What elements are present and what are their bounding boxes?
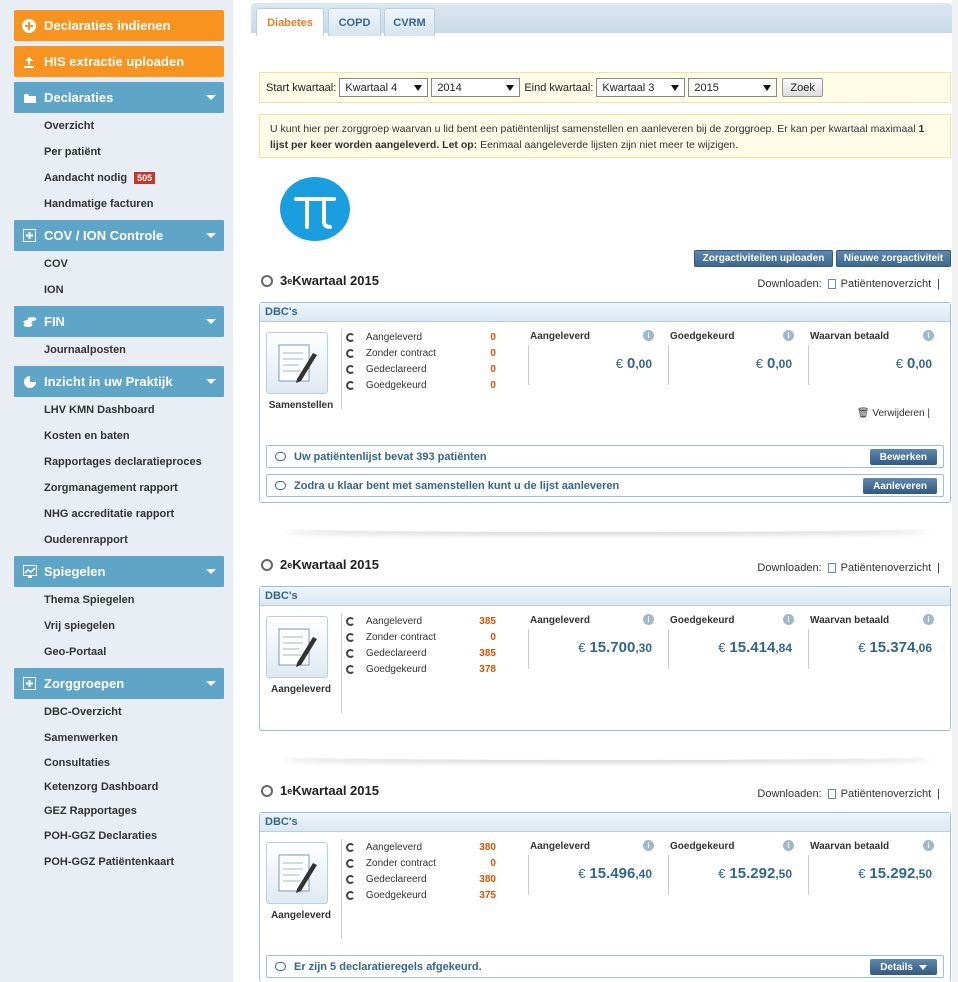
stat-label: Gedeclareerd [365,363,427,375]
notice-text-2: Eenmaal aangeleverde lijsten zijn niet meer te wijzigen. [477,139,739,151]
stat-row [346,661,496,677]
sidebar-item-label: ION [44,284,64,296]
message-text: Uw patiëntenlijst bevat 393 patiënten [294,450,487,463]
refresh-icon [346,859,355,868]
tab-label: COPD [338,16,371,29]
amount-box [808,839,936,895]
document-icon [828,563,836,573]
zorggroep-logo [279,176,351,242]
amount-decimal: ,50 [915,867,932,881]
sidebar-item-label: Thema Spiegelen [44,594,135,606]
amount-value [718,865,792,882]
divider: | [937,278,940,290]
stat-value: 385 [479,647,496,659]
info-icon[interactable]: i [643,840,654,851]
amount-box [808,613,936,669]
stat-row [346,329,496,345]
notepad-pen-icon[interactable] [266,332,328,394]
download-bar [757,562,940,574]
amount-label: Aangeleverd [530,331,591,342]
chevron-down-icon [763,85,771,91]
sidebar-section-inzicht[interactable] [14,366,224,397]
sidebar-item-label: POH-GGZ Declaraties [44,830,158,842]
amount-integer: 15.700 [589,639,636,656]
dbc-panel [259,586,951,731]
currency-symbol: € [755,356,763,371]
stat-row [346,345,496,361]
download-label: Downloaden: [757,788,822,800]
tab-diabetes[interactable] [256,8,324,36]
sidebar-item-per-patient[interactable] [14,139,224,165]
sidebar-item-label: Handmatige facturen [44,198,154,210]
sidebar-item-label: Geo-Portaal [44,646,107,658]
sidebar-item-aandacht-nodig[interactable] [14,165,224,191]
sidebar-item-label: Vrij spiegelen [44,620,115,632]
amount-decimal: ,00 [915,357,932,371]
his-extractie-uploaden-label: HIS extractie uploaden [44,54,185,69]
clock-icon [261,275,273,287]
sidebar-item-label: Kosten en baten [44,430,130,442]
section-title: Zorggroepen [44,676,125,691]
stat-label: Goedgekeurd [365,379,427,391]
sidebar-item-kosten-en-baten[interactable] [14,423,224,449]
chevron-down-icon [206,95,216,100]
sidebar-item-lhv-kmn-dashboard[interactable] [14,397,224,423]
download-label: Downloaden: [757,562,822,574]
currency-symbol: € [718,866,726,881]
sidebar-item-ketenzorg-dashboard[interactable] [14,775,224,799]
amount-label: Waarvan betaald [810,331,890,342]
pie-chart-icon [22,374,37,389]
sidebar-item-label: Per patiënt [44,146,101,158]
divider [808,345,818,385]
select-value: Kwartaal 3 [602,81,655,94]
amount-value [756,355,792,372]
divider [668,629,678,669]
section-title: Declaraties [44,90,114,105]
notice-bold: 1 lijst per keer worden aangeleverd. [270,123,925,151]
currency-symbol: € [578,640,586,655]
quarter-title: Kwartaal 2015 [292,783,379,798]
icon-label: Samenstellen [268,400,334,411]
sidebar-item-thema-spiegelen[interactable] [14,587,224,613]
icon-label: Aangeleverd [270,910,332,921]
stat-label: Zonder contract [365,347,436,359]
amount-box [668,839,796,895]
sidebar-item-overzicht[interactable] [14,113,224,139]
count-badge: 505 [134,172,155,184]
sidebar-item-label: Ketenzorg Dashboard [44,781,159,793]
amount-value [578,865,652,882]
quarter-number: 1 [280,783,288,798]
tab-bar [251,3,952,33]
quarter-number: 3 [280,273,288,288]
sidebar-item-zorgmanagement-rapport[interactable] [14,475,224,501]
amount-value [718,639,792,656]
patientenoverzicht-link[interactable]: Patiëntenoverzicht [840,278,932,290]
stat-row [346,629,496,645]
submit-message [266,474,944,497]
search-button[interactable]: Zoek [782,78,822,97]
sidebar-item-journaalposten[interactable] [14,337,224,363]
clock-icon [261,559,273,571]
amount-integer: 15.292 [729,865,776,882]
main-content [251,0,958,982]
sidebar-section-cov-ion[interactable] [14,220,224,251]
start-kwartaal-label: Start kwartaal: [266,81,337,94]
amount-label: Aangeleverd [530,615,591,626]
dbc-panel [259,812,951,982]
stat-row [346,887,496,903]
trash-icon: 🗑 [856,408,870,419]
sidebar-item-poh-ggz-declaraties[interactable] [14,823,224,849]
section-title: Inzicht in uw Praktijk [44,374,173,389]
sidebar-item-label: NHG accreditatie rapport [44,508,175,520]
sidebar-item-gez-rapportages[interactable] [14,799,224,823]
amount-decimal: ,50 [775,867,792,881]
divider [341,613,342,713]
amount-decimal: ,30 [635,641,652,655]
sidebar-item-label: Consultaties [44,757,111,769]
delete-link[interactable]: 🗑 Verwijderen | [856,408,930,419]
info-icon[interactable]: i [923,840,934,851]
stat-label: Gedeclareerd [365,873,427,885]
sidebar-item-rapportages-declaratieproces[interactable] [14,449,224,475]
refresh-icon [346,333,355,342]
amount-label: Goedgekeurd [670,841,735,852]
sidebar-item-ouderenrapport[interactable] [14,527,224,553]
stat-row [346,855,496,871]
sidebar-item-label: Overzicht [44,120,95,132]
select-value: Kwartaal 4 [345,81,398,94]
refresh-icon [346,665,355,674]
sidebar-item-label: GEZ Rapportages [44,805,137,817]
sidebar-section-spiegelen[interactable] [14,556,224,587]
sidebar-item-label: Ouderenrapport [44,534,128,546]
section-title: COV / ION Controle [44,228,164,243]
sidebar-item-label: Aandacht nodig [44,172,128,184]
amount-label: Waarvan betaald [810,615,890,626]
speech-bubble-icon [275,962,286,971]
refresh-icon [346,843,355,852]
sidebar-item-label: Samenwerken [44,732,118,744]
stat-label: Aangeleverd [365,841,423,853]
stat-label: Gedeclareerd [365,647,427,659]
plus-square-icon [22,228,37,243]
quarter-title: Kwartaal 2015 [292,557,379,572]
tab-label: Diabetes [267,16,313,29]
refresh-icon [346,349,355,358]
patient-list-message [266,445,944,468]
chevron-down-icon [671,85,679,91]
currency-symbol: € [895,356,903,371]
sidebar-item-consultaties[interactable] [14,751,224,775]
scrollbar[interactable] [952,0,958,982]
sidebar-item-poh-ggz-patientenkaart[interactable] [14,849,224,875]
stat-row [346,613,496,629]
amount-integer: 15.292 [869,865,916,882]
notepad-pen-icon[interactable] [266,842,328,904]
amount-integer: 0 [906,355,916,372]
stat-row [346,839,496,855]
speech-bubble-icon [275,452,286,461]
select-value: 2015 [694,81,719,94]
patientenoverzicht-link[interactable]: Patiëntenoverzicht [840,788,932,800]
refresh-icon [346,891,355,900]
stat-value: 0 [490,631,496,643]
stat-row [346,361,496,377]
stat-value: 378 [479,663,496,675]
download-label: Downloaden: [757,278,822,290]
amount-integer: 0 [626,355,636,372]
stat-value: 0 [490,857,496,869]
currency-symbol: € [718,640,726,655]
quarter-heading [261,783,379,798]
info-icon[interactable]: i [783,330,794,341]
chevron-down-icon [414,85,422,91]
quarter-superscript: e [287,275,293,286]
sidebar-item-label: Journaalposten [44,344,126,356]
amount-box [668,329,796,385]
sidebar [0,0,233,982]
currency-symbol: € [578,866,586,881]
amount-integer: 15.374 [869,639,916,656]
upload-icon [22,55,36,69]
plus-square-icon [22,676,37,691]
icon-label: Aangeleverd [270,684,332,695]
notepad-pen-icon[interactable] [266,616,328,678]
info-notice [259,114,951,158]
plus-circle-icon [22,19,36,33]
chevron-down-icon [206,681,216,686]
divider [668,855,678,895]
refresh-icon [346,617,355,626]
sidebar-item-handmatige-facturen[interactable] [14,191,224,217]
info-icon[interactable]: i [643,330,654,341]
amount-integer: 0 [766,355,776,372]
sidebar-item-samenwerken[interactable] [14,725,224,751]
amount-integer: 15.414 [729,639,776,656]
currency-symbol: € [858,640,866,655]
section-divider [281,524,931,532]
details-label: Details [880,961,913,973]
refresh-icon [346,365,355,374]
amount-label: Goedgekeurd [670,331,735,342]
divider: | [937,788,940,800]
tab-label: CVRM [393,16,426,29]
quarter-number: 2 [280,557,288,572]
notice-let-op: Let op: [439,139,478,151]
divider [808,855,818,895]
amount-decimal: ,00 [775,357,792,371]
divider [528,629,538,669]
stat-row [346,645,496,661]
amount-box [528,329,656,385]
stat-label: Goedgekeurd [365,663,427,675]
sidebar-item-label: COV [44,258,68,270]
panel-title: DBC's [260,587,950,606]
amount-decimal: ,00 [635,357,652,371]
amount-value [896,355,932,372]
filter-bar [259,72,951,103]
stat-label: Aangeleverd [365,331,423,343]
quarter-heading [261,273,379,288]
amount-label: Goedgekeurd [670,615,735,626]
dbc-panel [259,302,951,503]
document-icon [828,279,836,289]
amount-label: Aangeleverd [530,841,591,852]
section-title: Spiegelen [44,564,106,579]
divider [668,345,678,385]
speech-bubble-icon [275,481,286,490]
zorgactiviteiten-uploaden-button[interactable]: Zorgactiviteiten uploaden [694,250,833,267]
start-quarter-select[interactable] [339,78,428,97]
amount-decimal: ,84 [775,641,792,655]
sidebar-item-vrij-spiegelen[interactable] [14,613,224,639]
stat-value: 385 [479,615,496,627]
message-text: Er zijn 5 declaratieregels afgekeurd. [294,960,482,973]
stat-value: 380 [479,841,496,853]
currency-symbol: € [615,356,623,371]
amount-value [858,865,932,882]
quarter-superscript: e [287,785,293,796]
stat-value: 0 [490,379,496,391]
info-icon[interactable]: i [923,614,934,625]
download-bar [757,278,940,290]
info-icon[interactable]: i [923,330,934,341]
chevron-down-icon [206,379,216,384]
stat-label: Zonder contract [365,857,436,869]
refresh-icon [346,381,355,390]
divider [528,345,538,385]
quarter-superscript: e [287,559,293,570]
sidebar-item-geo-portaal[interactable] [14,639,224,665]
divider [808,629,818,669]
end-year-select[interactable] [688,78,777,97]
chevron-down-icon [919,965,927,970]
refresh-icon [346,875,355,884]
amount-decimal: ,40 [635,867,652,881]
coins-icon [22,314,37,329]
his-extractie-uploaden-button[interactable] [14,46,224,77]
start-year-select[interactable] [431,78,520,97]
clock-icon [261,785,273,797]
chevron-down-icon [506,85,514,91]
divider [341,839,342,939]
divider [528,855,538,895]
sidebar-section-zorggroepen[interactable] [14,668,224,699]
end-quarter-select[interactable] [596,78,685,97]
tab-copd[interactable] [328,8,381,36]
currency-symbol: € [858,866,866,881]
amount-box [808,329,936,385]
stat-row [346,871,496,887]
chevron-down-icon [206,319,216,324]
stat-label: Aangeleverd [365,615,423,627]
nieuwe-zorgactiviteit-button[interactable]: Nieuwe zorgactiviteit [836,250,951,267]
sidebar-item-nhg-accreditatie-rapport[interactable] [14,501,224,527]
sidebar-item-ion[interactable] [14,277,224,303]
stat-value: 0 [490,347,496,359]
amount-box [528,613,656,669]
amount-value [858,639,932,656]
sidebar-item-label: Zorgmanagement rapport [44,482,178,494]
message-text: Zodra u klaar bent met samenstellen kunt u de lijst aanleveren [294,479,620,492]
notice-text: U kunt hier per zorggroep waarvan u lid bent een patiëntenlijst samenstellen en aanleveren bij de zorggroep. Er kan per kwartaal maximaal [270,123,919,135]
info-icon[interactable]: i [643,614,654,625]
stat-value: 380 [479,873,496,885]
divider [341,329,342,409]
info-icon[interactable]: i [783,614,794,625]
section-title: FIN [44,314,65,329]
panel-title: DBC's [260,303,950,322]
sidebar-section-declaraties[interactable] [14,82,224,113]
declaraties-indienen-button[interactable] [14,10,224,41]
amount-decimal: ,06 [915,641,932,655]
amount-label: Waarvan betaald [810,841,890,852]
rejected-lines-message [266,955,944,978]
panel-title: DBC's [260,813,950,832]
details-button[interactable] [870,959,937,975]
info-icon[interactable]: i [783,840,794,851]
delete-label: Verwijderen [872,408,925,419]
eind-kwartaal-label: Eind kwartaal: [524,81,594,94]
chevron-down-icon [206,569,216,574]
select-value: 2014 [437,81,462,94]
amount-box [668,613,796,669]
amount-box [528,839,656,895]
quarter-title: Kwartaal 2015 [292,273,379,288]
aanleveren-button[interactable]: Aanleveren [863,478,937,494]
sidebar-item-label: POH-GGZ Patiëntenkaart [44,856,175,868]
stat-value: 0 [490,331,496,343]
pi-logo-icon [280,177,350,241]
sidebar-item-label: Rapportages declaratieproces [44,456,202,468]
divider: | [937,562,940,574]
bewerken-button[interactable]: Bewerken [870,449,937,465]
refresh-icon [346,633,355,642]
sidebar-item-cov[interactable] [14,251,224,277]
tab-cvrm[interactable] [384,8,435,36]
amount-value [616,355,652,372]
stat-value: 375 [479,889,496,901]
sidebar-section-fin[interactable] [14,306,224,337]
chart-icon [22,564,37,579]
download-bar [757,788,940,800]
sidebar-item-label: LHV KMN Dashboard [44,404,155,416]
refresh-icon [346,649,355,658]
stat-row [346,377,496,393]
stat-label: Zonder contract [365,631,436,643]
amount-value [578,639,652,656]
folder-icon [22,90,37,105]
stat-value: 0 [490,363,496,375]
section-divider [281,752,931,760]
patientenoverzicht-link[interactable]: Patiëntenoverzicht [840,562,932,574]
sidebar-item-label: DBC-Overzicht [44,706,122,718]
document-icon [828,789,836,799]
amount-integer: 15.496 [589,865,636,882]
declaraties-indienen-label: Declaraties indienen [44,18,171,33]
chevron-down-icon [206,233,216,238]
quarter-heading [261,557,379,572]
stat-label: Goedgekeurd [365,889,427,901]
sidebar-item-dbc-overzicht[interactable] [14,699,224,725]
